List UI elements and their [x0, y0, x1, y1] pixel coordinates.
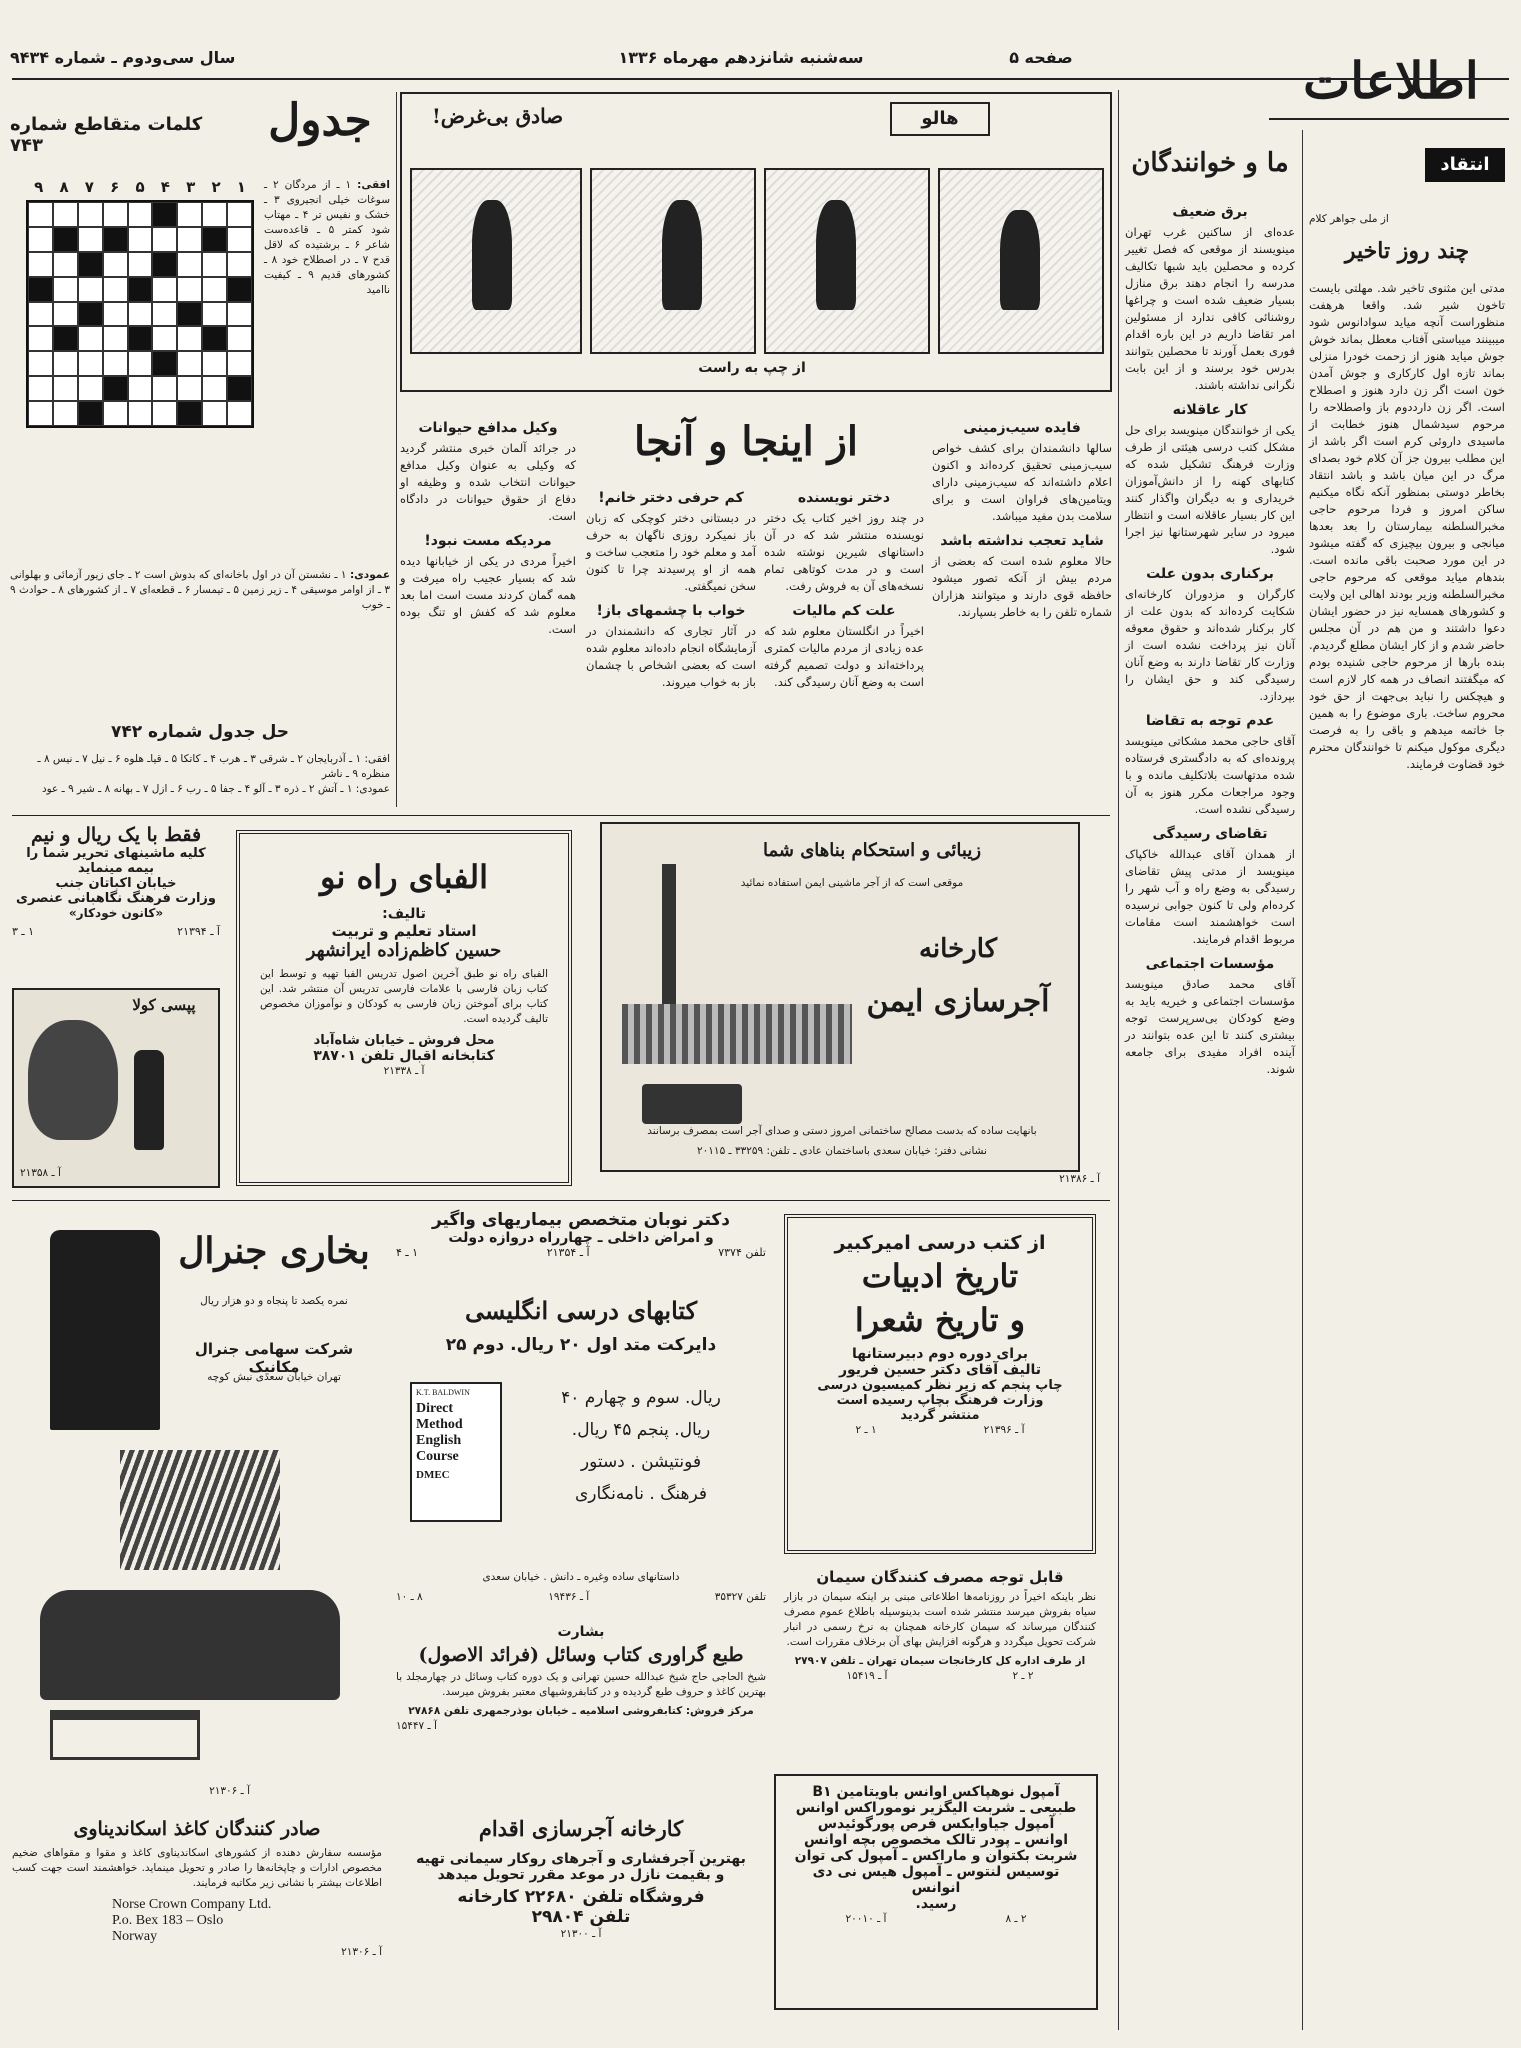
scandinavian-ad	[12, 1812, 382, 2032]
az-inja-col-b	[764, 490, 924, 818]
ampoule-line: اوانس ـ پودر تالک مخصوص بچه اوانس	[803, 1832, 1069, 1848]
alefba-place: محل فروش ـ خیابان شاه‌آباد	[313, 1033, 495, 1048]
figure-icon	[1000, 210, 1040, 310]
adabiyat-line: وزارت فرهنگ بچاپ رسیده است	[836, 1393, 1044, 1408]
ampoule-line: شربت بکتوان و ماراکس ـ آمپول کی توان	[794, 1848, 1078, 1864]
book-title: Direct Method English Course	[416, 1401, 463, 1464]
alefba-code: آ ـ ۲۱۳۳۸	[383, 1065, 425, 1077]
crossword-title: جدول	[268, 95, 372, 146]
aghdam-line: و بقیمت نازل در موعد مقرر تحویل میدهد	[437, 1867, 725, 1883]
english-books-ad	[396, 1290, 766, 1620]
reader-letter-text: یکی از خوانندگان مینویسد برای حل مشکل کتب درسی هیئتی از طرف وزارت فرهنگ تشکیل شده که کتابهای کهنه را از دانش‌آموزان خریداری و به دیگران واگذار کنند این کار بسیار عاقلانه است و انتظار میرود در سایر شهرستانها نیز اجرا شود.	[1125, 423, 1295, 556]
cartoon-panel-1	[938, 168, 1104, 354]
cartoon-panel-2	[764, 168, 930, 354]
animals-title-2: مردیکه مست نبود!	[424, 533, 552, 549]
english-line: ریال. پنجم ۴۵ ریال.	[571, 1420, 711, 1440]
typewriter-ad	[12, 820, 220, 1196]
pepsi-code: آ ـ ۲۱۳۵۸	[20, 1167, 61, 1179]
reader-letter-heading: تقاضای رسیدگی	[1152, 826, 1268, 842]
az-inja-section	[400, 398, 1112, 818]
doctor-title: دکتر نوبان متخصص بیماریهای واگیر	[431, 1210, 731, 1230]
english-line: ریال. سوم و چهارم ۴۰	[561, 1388, 721, 1408]
aghdam-brick-ad	[396, 1810, 766, 2020]
cartoon-panel-3	[590, 168, 756, 354]
alefba-author-role: استاد تعلیم و تربیت	[331, 922, 477, 940]
crossword-subtitle: کلمات متقاطع شماره ۷۴۳	[10, 114, 203, 156]
pepsi-ad	[12, 988, 220, 1188]
brick-notice: بانهایت ساده که بدست مصالح ساختمانی امروز دستی و صدای آجر است بمصرف برسانند	[647, 1125, 1037, 1137]
readers-column	[1125, 140, 1295, 2040]
aghdam-line: تلفن ۲۹۸۰۴	[531, 1907, 631, 1927]
critique-badge: انتقاد	[1425, 148, 1505, 182]
animals-text-2: اخیراً مردی در یکی از خیابانها دیده شد که بسیار عجیب راه میرفت و همه گمان کردند مست است اما بعد معلوم شد که کفش او تنگ بوده است.	[400, 554, 576, 636]
reader-letter-text: آقای محمد صادق مینویسد مؤسسات اجتماعی و خیریه باید به وضع کودکان بی‌سرپرست توجه بیشتری کنند تا این عده بتوانند در آینده افراد مفیدی برای جامعه شوند.	[1125, 977, 1295, 1076]
down-label: عمودی:	[349, 569, 390, 581]
brick-sub: موقعی است که از آجر ماشینی ایمن استفاده نمائید	[740, 877, 964, 889]
factory-building-icon	[622, 1004, 852, 1064]
reader-letter	[1125, 956, 1295, 1078]
heater-icon	[50, 1230, 160, 1430]
adabiyat-code: آ ـ ۲۱۳۹۶	[983, 1424, 1025, 1436]
english-line: فونتیشن . دستور	[580, 1452, 702, 1472]
item-heading: علت کم مالیات	[792, 603, 896, 619]
figure-icon	[472, 200, 512, 310]
across-label: افقی:	[357, 179, 390, 191]
adabiyat-line: منتشر گردید	[900, 1408, 980, 1423]
reader-letter-heading: برق ضعیف	[1172, 204, 1248, 220]
bishart-address: مرکز فروش: کتابفروشی اسلامیه ـ خیابان بوذرجمهری تلفن ۲۷۸۶۸	[408, 1705, 754, 1717]
reader-letter	[1125, 566, 1295, 705]
newspaper-logo: اطلاعات	[1303, 51, 1479, 110]
scandinavian-address-2: P.o. Bex 183 – Oslo	[112, 1913, 224, 1928]
item-text: در چند روز اخیر کتاب یک دختر نویسنده منتشر شد که در آن داستانهای شیرین نوشته شده است و در مدت کوتاهی تمام نسخه‌های آن به فروش رفت.	[764, 511, 924, 593]
brick-factory-ad	[600, 822, 1080, 1172]
ad-line: خیابان اکباتان جنب	[55, 876, 177, 891]
doctor-code-2: ۱ ـ ۴	[396, 1246, 419, 1259]
ad-code: ۱ ـ ۳	[12, 925, 35, 938]
coal-sacks-icon	[40, 1590, 340, 1700]
english-phone: تلفن ۳۵۳۲۷	[714, 1591, 766, 1603]
adabiyat-title-2: و تاریخ شعرا	[854, 1301, 1026, 1339]
adabiyat-line: تالیف آقای دکتر حسین فریور	[838, 1362, 1042, 1378]
reader-letter-text: عده‌ای از ساکنین غرب تهران مینویسند از موقعی که فصل تغییر کرده و محصلین باید شبها تکالیف مدرسه را انجام دهند برق منازل بسیار ضعیف شده است و چراغها روشنائی کافی ندارد از مسئولین امر تقاضا داریم در این باره اقدام فوری بعمل آورند تا محصلین بتوانند بدرس خود برسند و از این بابت نگرانی نداشته باشند.	[1125, 225, 1295, 392]
scandinavian-code: آ ـ ۲۱۳۰۶	[341, 1946, 382, 1958]
column-rule-3	[396, 92, 397, 807]
ad-line: وزارت فرهنگ نگاهبانی عنصری	[16, 891, 216, 906]
adabiyat-line: برای دوره دوم دبیرستانها	[852, 1346, 1028, 1362]
item-heading: شاید تعجب نداشته باشد	[940, 533, 1104, 549]
reader-letter	[1125, 826, 1295, 948]
doctor-phone: تلفن ۷۳۷۴	[718, 1246, 766, 1259]
heater-address: تهران خیابان سعدی نبش کوچه	[207, 1371, 341, 1383]
scandinavian-body: مؤسسه سفارش دهنده از کشورهای اسکاندیناوی کاغذ و مقوا و مقواهای ضخیم مخصوص ادارات و چاپخانه‌ها را صادر و تحویل مینماید. خواهشمند است جهت کسب اطلاعات بیشتر با نشانی زیر مکاتبه فرمایند.	[12, 1847, 382, 1889]
cartoon-strip	[400, 92, 1112, 392]
grid-number: ۶	[110, 178, 120, 196]
ad-code: آ ـ ۲۱۳۹۴	[177, 925, 220, 938]
item-text: اخیراً در انگلستان معلوم شد که عده زیادی از مردم مالیات کمتری پرداخته‌اند و دولت تصمیم گرفته است به وضع آنان رسیدگی کند.	[764, 624, 924, 689]
section-rule	[12, 815, 1110, 816]
masthead-rule-2	[1269, 118, 1509, 120]
bishart-ad	[396, 1624, 766, 1804]
table-icon	[50, 1710, 200, 1760]
reader-letter-heading: مؤسسات اجتماعی	[1145, 956, 1275, 972]
ampoule-line: آمپول جیاوایکس فرص پورگوئیدس	[817, 1816, 1055, 1832]
alefba-body: الفبای راه نو طبق آخرین اصول تدریس الفبا تهیه و توسط این کتاب زبان فارسی با علامات فارسی تدریس آن منتشر شد. این کتاب برای آموختن زبان فارسی به کودکان و نوآموزان مخصوص تالیف گردیده است.	[260, 968, 548, 1025]
advice-title: فایده سیب‌زمینی	[963, 420, 1081, 436]
brick-company-1: کارخانه	[918, 934, 998, 964]
reader-letter	[1125, 713, 1295, 818]
brick-code: آ ـ ۲۱۳۸۶	[1059, 1173, 1100, 1185]
animals-title: وکیل مدافع حیوانات	[418, 420, 558, 436]
az-inja-col-c	[932, 398, 1112, 818]
az-inja-title: از اینجا و آنجا	[633, 418, 859, 465]
ad-line: کلیه ماشینهای تحریر شما را	[26, 846, 206, 861]
bishart-code: آ ـ ۱۵۴۴۷	[396, 1720, 437, 1732]
reader-letter-heading: عدم توجه به تقاضا	[1145, 713, 1275, 729]
aghdam-line: فروشگاه تلفن ۲۲۶۸۰ کارخانه	[457, 1887, 705, 1907]
grid-number: ۲	[211, 178, 221, 196]
critique-column	[1309, 140, 1505, 2040]
english-lines	[516, 1382, 766, 1562]
ampoule-code-2: آ ـ ۲۰۰۱۰	[845, 1913, 887, 1925]
cement-contact: از طرف اداره کل کارخانجات سیمان تهران ـ تلفن ۲۷۹۰۷	[794, 1655, 1086, 1667]
ampoule-line: توسیس لنتوس ـ آمپول هیس نی دی انوانس	[812, 1864, 1060, 1896]
reader-letter	[1125, 204, 1295, 394]
ampoule-ad	[774, 1774, 1098, 2010]
animals-text: در جرائد آلمان خبری منتشر گردید که وکیلی به عنوان وکیل مدافع حیوانات انتخاب شده و وظیفه او دفاع از حقوق حیوانات در دادگاه است.	[400, 441, 576, 523]
alefba-title: الفبای راه نو	[319, 858, 489, 896]
adabiyat-ad	[784, 1214, 1096, 1554]
book-author: K.T. BALDWIN	[416, 1388, 470, 1397]
critique-body: مدتی این مثنوی تاخیر شد. مهلتی بایست تاخون شیر شد. واقعا هرهفت منظوراست آنچه میاید سوادانوس شود میبینند میباستی آفتاب معطل بماند خوش جوش میاید هنوز از زحمت خودرا منزلی بماند تازه اول کارکاری و جوش آمدن خون است اگر زن دارد هنوز و اصطلاح است. اگر زن دارددوم باز واصطلاحه را مرحوم سیدشمال هنوز خطابت از ماسیدی داروئی کرم است اگر باشد از این مطلب بیرون جز آن کلام خود بصدای مرگ در این میان باشد و باشد انتقاد بخاطر دوستی بمنظور آنکه نگاه میکنیم ساکن امروز و فردا مرحوم حاجی مخبرالسلطنه بیمارستان را بعد بعدها میانجی و بیرون بیچیزی که گفته میشود در این مورد صحبت باقی مانده است. بندهام میاید موقعی که مرحوم حاجی مخبرالسلطنه وزیر بودند اهالی این ولایت و کشورهای همسایه نیز در حضور ایشان دعوا داشتند و من هم در آن مجلس حاضر شدم و از کار ایشان مطلع گردیدم. بنده بارها از مرحوم حاجی شنیده بودم که میگفتند انصاف در همه کار لازم است و هیچکس را نباید بی‌جهت از حق خود محروم ساخت. باری موضوع را به همین جا خاتمه میدهم و باقی را به فرصت دیگری موکول میکنم تا خوانندگان محترم خود قضاوت فرمایند.	[1309, 281, 1505, 771]
cement-code-2: آ ـ ۱۵۴۱۹	[846, 1670, 888, 1682]
adabiyat-title-1: تاریخ ادبیات	[861, 1257, 1019, 1295]
book-cover-icon	[410, 1382, 502, 1522]
reader-letter-text: کارگران و مزدوران کارخانه‌ای شکایت کرده‌اند که بدون علت از کار برکنار شده‌اند و حقوق معوقه آنان نیز پرداخت نشده است از وزارت کار تقاضا دارند به وضع آنان رسیدگی کند و حق ایشان را بپردازد.	[1125, 587, 1295, 703]
issue-date: سه‌شنبه شانزدهم مهرماه ۱۳۳۶	[618, 48, 864, 67]
ampoule-code: ۲ ـ ۸	[1005, 1913, 1027, 1925]
column-rule-1	[1302, 130, 1303, 2030]
readers-sections	[1125, 200, 1295, 2030]
english-footer	[396, 1590, 766, 1608]
crossword-down	[10, 568, 390, 718]
doctor-ad	[396, 1210, 766, 1282]
down-clues: ۱ ـ نشستن آن در اول باخانه‌ای که بدوش است ۲ ـ جای زیور آزمائی و بهلوانی ۳ ـ از اوامر موسیقی ۴ ـ زیر زمین ۵ ـ تیمسار ۶ ـ قطعه‌ای ۷ ـ از کشورهای ۸ ـ حوادث ۹ ـ خوب	[10, 569, 391, 611]
cartoon-panel-4	[410, 168, 582, 354]
critique-title: چند روز تاخیر	[1344, 238, 1470, 264]
masthead-rule	[12, 78, 1509, 80]
ad-line: بیمه مینماید	[78, 861, 154, 876]
grid-number: ۸	[59, 178, 69, 196]
ampoule-line: آمپول نوهپاکس اوانس باویتامین B۱	[812, 1784, 1060, 1800]
readers-title: ما و خوانندگان	[1131, 148, 1289, 178]
ad-line: «کانون خودکار»	[68, 906, 164, 920]
animals-column	[400, 398, 576, 818]
aghdam-code: آ ـ ۲۱۳۰۰	[560, 1928, 602, 1940]
crossword-across	[264, 178, 390, 558]
english-code-2: ۸ ـ ۱۰	[396, 1591, 423, 1603]
adabiyat-top: از کتب درسی امیرکبیر	[834, 1232, 1046, 1254]
pepsi-label: پپسی کولا	[132, 996, 196, 1014]
grid-number: ۳	[186, 178, 196, 196]
heater-company: شرکت سهامی جنرال مکانیک	[194, 1340, 354, 1376]
figure-icon	[662, 200, 702, 310]
item-text: حالا معلوم شده است که بعضی از مردم بیش از آنکه تصور میشود حافظه قوی دارند و میتوانند هزاران شماره تلفن را به خاطر بسپارند.	[932, 554, 1112, 619]
reader-letter-text: از همدان آقای عبدالله خاکپاک مینویسد از مدتی پیش تقاضای رسیدگی به وضع راه و آب شهر را کرده‌ام ولی تا کنون جوابی نرسیده است خواهشمند است مقامات مربوط اقدام فرمایند.	[1125, 847, 1295, 946]
crossword-grid[interactable]	[26, 200, 254, 428]
adabiyat-code-2: ۱ ـ ۲	[855, 1424, 877, 1436]
doctor-line: و امراض داخلی ـ چهارراه دروازه دولت	[448, 1230, 714, 1246]
english-code: آ ـ ۱۹۴۳۶	[548, 1591, 590, 1603]
heater-ad	[30, 1210, 374, 1810]
section-rule	[12, 1200, 1110, 1201]
scandinavian-address-3: Norway	[112, 1929, 158, 1944]
brick-stack-icon	[642, 1084, 742, 1124]
item-heading: دختر نویسنده	[797, 490, 891, 506]
grid-number: ۱	[236, 178, 246, 196]
bishart-label: بشارت	[557, 1624, 605, 1640]
grid-number: ۵	[135, 178, 145, 196]
item-text: در آثار تجاری که دانشمندان در آزمایشگاه انجام داده‌اند معلوم شده است که بعضی اشخاص با چشمان باز به خواب میروند.	[586, 624, 756, 689]
issue-number: سال سی‌ودوم ـ شماره ۹۴۳۴	[10, 48, 236, 67]
ampoule-line: طبیعی ـ شربت الیگزیر نوموراکس اوانس	[795, 1800, 1077, 1816]
heater-code: آ ـ ۲۱۳۰۶	[209, 1785, 250, 1797]
alefba-author: حسین کاظم‌زاده ایرانشهر	[306, 940, 502, 961]
aghdam-title: کارخانه آجرسازی اقدام	[478, 1816, 684, 1841]
item-heading: خواب با چشمهای باز!	[596, 603, 746, 619]
az-inja-col-a	[586, 490, 756, 818]
page-number: صفحه ۵	[1009, 48, 1073, 67]
english-line-6: داستانهای ساده وغیره ـ دانش . خیابان سعدی	[482, 1571, 680, 1583]
grid-number: ۷	[84, 178, 94, 196]
halo-caption: صادق بی‌غرض!	[432, 104, 564, 128]
cartoon-footer: از چپ به راست	[698, 360, 806, 376]
reader-letter	[1125, 402, 1295, 558]
scandinavian-title: صادر کنندگان کاغذ اسکاندیناوی	[73, 1818, 321, 1840]
grid-number: ۹	[34, 178, 44, 196]
cement-body: نظر باینکه اخیراً در روزنامه‌ها اطلاعاتی مبنی بر اینکه سیمان در بازار سیاه بفروش میرسد منتشر شده است بدینوسیله باطلاع عموم مصرف کنندگان میرساند که سیمان کارخانه همچنان به نرخ رسمی در انبار شرکت تحویل میگردد و هرگونه افزایش بهای آن برخلاف مقررات است.	[784, 1591, 1096, 1648]
reader-letter-heading: برکناری بدون علت	[1146, 566, 1274, 582]
grid-number: ۴	[160, 178, 170, 196]
item-heading: کم حرفی دختر خانم!	[598, 490, 744, 506]
doctor-code: آ ـ ۲۱۳۵۴	[546, 1246, 590, 1259]
reader-letter-text: آقای حاجی محمد مشکاتی مینویسد پرونده‌ای که به دادگستری فرستاده شده مدتهاست بلاتکلیف مانده و با وجود مراجعات مکرر هنوز به آن رسیدگی نشده است.	[1125, 734, 1295, 816]
critique-byline: از ملی جواهر کلام	[1309, 213, 1389, 225]
item-text: در دبستانی دختر کوچکی که زبان باز نمیکرد روزی ناگهان به حرف آمد و معلم خود را متعجب ساخت و همه از او پرسیدند چرا تا کنون سخن نمیگفتی.	[586, 511, 756, 593]
figure-icon	[816, 200, 856, 310]
cement-ad	[784, 1568, 1096, 1768]
firewood-icon	[120, 1450, 280, 1570]
crossword-numbers	[26, 178, 254, 198]
heater-title: بخاری جنرال	[178, 1230, 370, 1272]
english-line: دایرکت متد اول ۲۰ ریال. دوم ۲۵	[445, 1335, 717, 1355]
brick-company-2: آجرسازی ایمن	[866, 984, 1050, 1019]
ad-headline: فقط با یک ریال و نیم	[30, 824, 202, 846]
reader-letter-heading: کار عاقلانه	[1172, 402, 1248, 418]
cement-title: قابل توجه مصرف کنندگان سیمان	[816, 1568, 1064, 1586]
bottle-icon	[134, 1050, 164, 1150]
adabiyat-line: چاپ پنجم که زیر نظر کمیسیون درسی	[817, 1378, 1063, 1393]
advice-text: سالها دانشمندان برای کشف خواص سیب‌زمینی تحقیق کرده‌اند و اکنون اعلام داشته‌اند که سیب‌زمینی دارای ویتامین‌های فراوان است و برای سلامت بدن مفید میباشد.	[932, 441, 1112, 523]
column-rule-2	[1118, 90, 1119, 2030]
woman-portrait-icon	[28, 1020, 118, 1140]
cement-code: ۲ ـ ۲	[1012, 1670, 1034, 1682]
halo-logo: هالو	[890, 102, 990, 136]
english-title: کتابهای درسی انگلیسی	[464, 1296, 698, 1325]
brick-slogan: زیبائی و استحکام بناهای شما	[762, 840, 982, 861]
alefba-phone: کتابخانه اقبال تلفن ۳۸۷۰۱	[313, 1048, 495, 1064]
aghdam-line: بهترین آجرفشاری و آجرهای روکار سیمانی تهیه	[416, 1851, 746, 1867]
brick-office: نشانی دفتر: خیابان سعدی باساختمان عادی ـ تلفن: ۳۳۲۵۹ ـ ۲۰۱۱۵	[697, 1145, 987, 1157]
bishart-title: طبع گراوری کتاب وسائل (فرائد الاصول)	[418, 1644, 744, 1666]
solution-title: حل جدول شماره ۷۴۲	[110, 722, 290, 742]
alefba-ad	[236, 830, 572, 1186]
scandinavian-address-1: Norse Crown Company Ltd.	[112, 1897, 272, 1912]
crossword	[10, 92, 390, 812]
across-clues: ۱ ـ از مردگان ۲ ـ سوغات خیلی انجیروی ۳ ـ خشک و نفیس تر ۴ ـ مهتاب شود کمتر ۵ ـ قاعده‌ست شاعر ۶ ـ برشتیده که لاقل قدح ۷ ـ در اصطلاح خود ۸ ـ کشورهای قدیم ۹ ـ کیفیت ناامید	[264, 179, 391, 296]
alefba-author-label: تالیف:	[382, 906, 426, 922]
solution-across: افقی: ۱ ـ آذربایجان ۲ ـ شرقی ۳ ـ هرب ۴ ـ کاتکا ۵ ـ قیاـ هلوه ۶ ـ نیل ۷ ـ نیس ۸ ـ منظره ۹ ـ ناشر	[37, 753, 390, 780]
bishart-body: شیخ الحاجی حاج شیخ عبدالله حسین تهرانی و یک دوره کتاب وسائل در چهارمجلد با بهترین کاغذ و حروف طبع گردیده و در کتابفروشیهای معتبر بفروش میرسد.	[396, 1671, 766, 1698]
english-line: فرهنگ . نامه‌نگاری	[575, 1484, 707, 1504]
heater-sub: نمره یکصد تا پنجاه و دو هزار ریال	[200, 1295, 348, 1307]
ampoule-line: رسید.	[915, 1896, 957, 1912]
solution-down: عمودی: ۱ ـ آتش ۲ ـ ذره ۳ ـ آلو ۴ ـ جفا ۵ ـ رب ۶ ـ ازل ۷ ـ بهانه ۸ ـ شیر ۹ ـ عود	[41, 783, 390, 795]
book-abbrev: DMEC	[416, 1469, 450, 1481]
